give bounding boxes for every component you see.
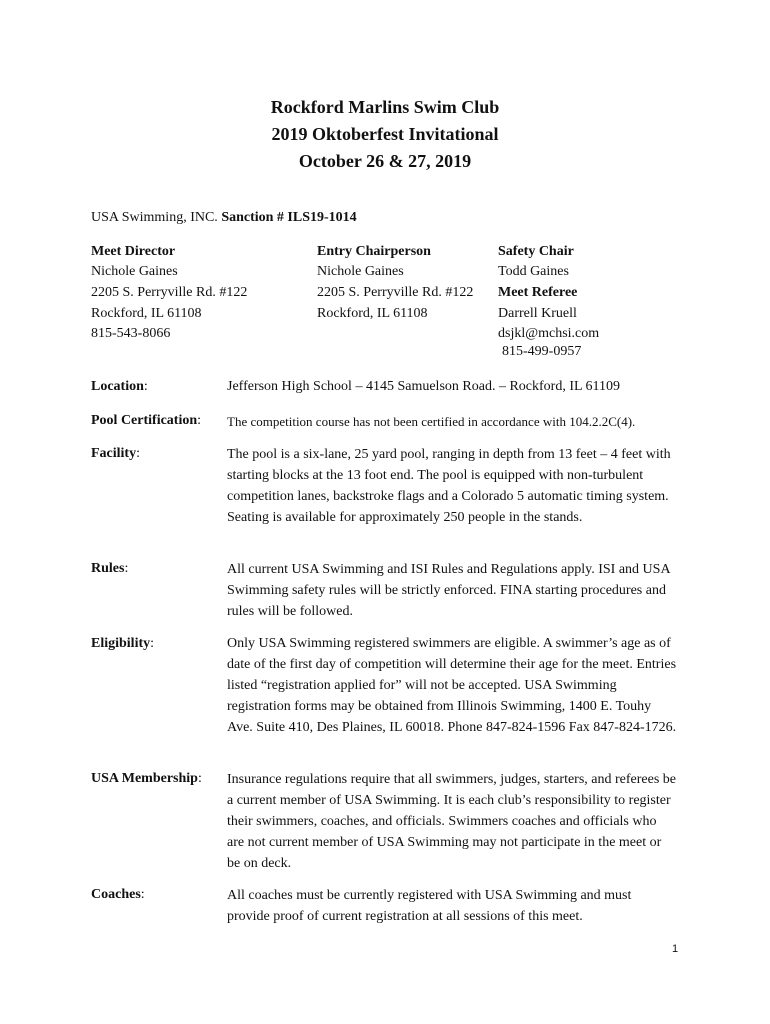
meet-dates: October 26 & 27, 2019	[298, 151, 472, 171]
safety-chair-heading: Safety Chair	[498, 244, 574, 259]
rules-text: All current USA Swimming and ISI Rules and Regulations apply. ISI and USA Swimming safety rules will be strictly enforced. FINA starting procedures and rules will be followed.	[227, 562, 670, 619]
meet-referee-heading: Meet Referee	[498, 285, 578, 300]
club-title: Rockford Marlins Swim Club	[270, 97, 500, 117]
entry-chair-heading: Entry Chairperson	[317, 244, 431, 259]
sanction-number: Sanction # ILS19-1014	[221, 210, 357, 225]
meet-director-phone: 815-543-8066	[91, 326, 171, 341]
sanction-line	[91, 208, 357, 228]
meet-referee-name: Darrell Kruell	[498, 306, 577, 321]
meet-title: 2019 Oktoberfest Invitational	[271, 124, 499, 144]
eligibility-label: Eligibility:	[91, 636, 155, 651]
coaches-text: All coaches must be currently registered with USA Swimming and must provide proof of current registration at all sessions of this meet.	[227, 888, 632, 924]
rules-label: Rules:	[91, 561, 129, 576]
meet-referee-email[interactable]: dsjkl@mchsi.com	[498, 326, 600, 341]
location-text: Jefferson High School – 4145 Samuelson Road. – Rockford, IL 61109	[227, 379, 620, 394]
meet-director-address2: Rockford, IL 61108	[91, 306, 202, 321]
meet-director-heading: Meet Director	[91, 244, 176, 259]
meet-referee-phone: 815-499-0957	[502, 344, 582, 359]
entry-chair-name: Nichole Gaines	[317, 264, 404, 279]
usa-membership-label: USA Membership:	[91, 771, 202, 786]
location-label: Location:	[91, 379, 148, 394]
safety-chair-name: Todd Gaines	[498, 264, 569, 279]
sanction-prefix: USA Swimming, INC.	[91, 210, 218, 225]
pool-certification-label: Pool Certification:	[91, 413, 202, 428]
page-number: 1	[672, 943, 679, 955]
coaches-label: Coaches:	[91, 887, 145, 902]
meet-director-name: Nichole Gaines	[91, 264, 178, 279]
entry-chair-address1: 2205 S. Perryville Rd. #122	[317, 285, 474, 300]
entry-chair-address2: Rockford, IL 61108	[317, 306, 428, 321]
facility-text: The pool is a six-lane, 25 yard pool, ranging in depth from 13 feet – 4 feet with starting blocks at the 13 foot end. The pool is equipped with non-turbulent competition lanes, backstroke flags and a Colorado 5 automatic timing system. Seating is available for approximately 250 people in the stands.	[227, 447, 671, 525]
pool-certification-text: The competition course has not been certified in accordance with 104.2.2C(4).	[227, 414, 636, 429]
facility-label: Facility:	[91, 446, 140, 461]
usa-membership-text: Insurance regulations require that all swimmers, judges, starters, and referees be a current member of USA Swimming. It is each club’s responsibility to register their swimmers, coaches, and officials. Swimmers coaches and officials who are not current member of USA Swimming may not participate in the meet or be on deck.	[227, 772, 676, 871]
eligibility-text: Only USA Swimming registered swimmers are eligible. A swimmer’s age as of date of the first day of competition will determine their age for the meet. Entries listed “registration applied for” will not be accepted. USA Swimming registration forms may be obtained from Illinois Swimming, 1400 E. Touhy Ave. Suite 410, Des Plaines, IL 60018. Phone 847-824-1596 Fax 847-824-1726.	[227, 636, 677, 735]
meet-director-address1: 2205 S. Perryville Rd. #122	[91, 285, 248, 300]
